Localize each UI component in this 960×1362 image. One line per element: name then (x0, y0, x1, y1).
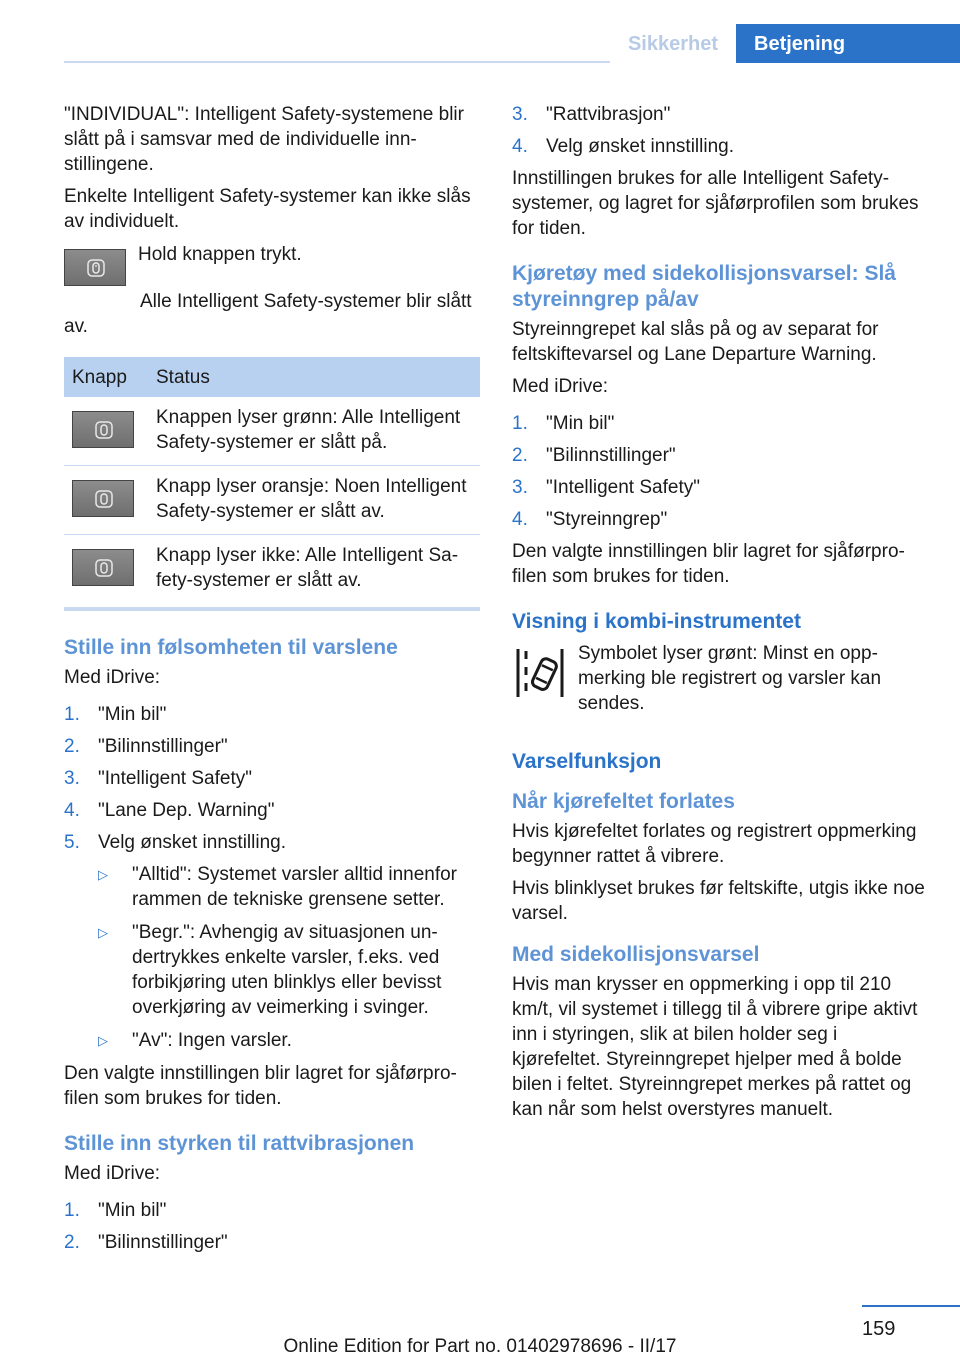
saved-note: Den valgte innstillingen blir lagret for sjåførprofilen som brukes for tiden. (64, 1063, 457, 1109)
list-item: 2. "Bilinnstillinger" (512, 445, 676, 466)
steps-list (64, 1198, 482, 1255)
steps-list (512, 102, 928, 159)
triangle-bullet-icon: ▷ (98, 1033, 108, 1048)
tab-betjening[interactable]: Betjening (736, 24, 960, 63)
list-item: ▷ "Begr.": Avhengig av situasjonen undertrykkes enkelte varsler, f.eks. ved forbikjøring uten blinklys eller bevisst overkjøring av veimerking i svinger. (98, 922, 442, 1018)
list-item: 3. "Rattvibrasjon" (512, 104, 671, 125)
saved-note: Den valgte innstillingen blir lagret for sjåførprofilen som brukes for tiden. (512, 541, 905, 587)
intro-paragraph-2: Enkelte Intelligent Safety-systemer kan ikke slås av individuelt. (64, 186, 471, 232)
section-heading-display: Visning i kombi-instrumentet (512, 610, 801, 633)
hold-result: Alle Intelligent Safety-systemer blir slått av. (64, 291, 472, 337)
edition-footer: Online Edition for Part no. 01402978696 - II/17 (283, 1336, 677, 1357)
list-item: 2. "Bilinnstillinger" (64, 736, 228, 757)
table-header-knapp: Knapp (64, 357, 148, 397)
list-item: 4. "Lane Dep. Warning" (64, 800, 275, 821)
section-heading-side-collision: Med sidekollisjonsvarsel (512, 943, 760, 966)
idrive-intro: Med iDrive: (64, 1163, 161, 1184)
paragraph: Hvis man krysser en oppmerking i opp til 210 km/t, vil systemet i tillegg til å vibrere gripe aktivt inn i styringen, slik at bilen holder seg i kjørefeltet. Styreinngrepet hjelper med å bolde bilen i feltet. Styreinngrepet merkes på rattet og kan når som helst overstyres manuelt. (512, 974, 918, 1120)
page-number: 159 (862, 1318, 896, 1340)
table-row (64, 535, 480, 610)
page-number-rule (862, 1305, 960, 1307)
symbol-block (512, 641, 928, 723)
right-column (512, 102, 928, 1129)
list-item: 3. "Intelligent Safety" (512, 477, 700, 498)
list-item: 5. Velg ønsket innstilling. (64, 832, 286, 853)
section-heading-steering-intervention: Kjøretøy med sidekollisjonsvarsel: Slå styreinngrep på/av (512, 262, 896, 311)
intro-paragraph-1: "INDIVIDUAL": Intelligent Safety-systemene blir slått på i samsvar med de individuelle innstillingene. (64, 104, 464, 175)
list-item: 4. Velg ønsket innstilling. (512, 136, 734, 157)
list-item: 2. "Bilinnstillinger" (64, 1232, 228, 1253)
hold-button-block (64, 246, 482, 293)
list-item: 1. "Min bil" (512, 413, 615, 434)
list-item: 3. "Intelligent Safety" (64, 768, 252, 789)
settings-note: Innstillingen brukes for alle Intelligent Safety-systemer, og lagret for sjåførprofilen som brukes for tiden. (512, 168, 919, 239)
table-header-status: Status (148, 357, 480, 397)
left-column (64, 102, 482, 1262)
list-item: 4. "Styreinngrep" (512, 509, 668, 530)
section-heading-warning-function: Varselfunksjon (512, 750, 662, 773)
table-cell-status: Knappen lyser grønn: Alle Intelligent Safety-systemer er slått på. (148, 397, 480, 466)
options-list (98, 862, 482, 1053)
section-heading-leaving-lane: Når kjørefeltet forlates (512, 790, 735, 813)
idrive-intro: Med iDrive: (64, 667, 161, 688)
intelligent-safety-button-icon (64, 249, 126, 286)
triangle-bullet-icon: ▷ (98, 867, 108, 882)
idrive-intro: Med iDrive: (512, 376, 609, 397)
list-item: ▷ "Av": Ingen varsler. (98, 1030, 292, 1051)
steps-list (64, 702, 482, 855)
list-item: ▷ "Alltid": Systemet varsler alltid innenfor rammen de tekniske grensene setter. (98, 864, 458, 910)
table-row (64, 397, 480, 466)
table-row (64, 466, 480, 535)
paragraph: Hvis blinklyset brukes før feltskifte, utgis ikke noe varsel. (512, 878, 925, 924)
hold-instruction: Hold knappen trykt. (138, 244, 302, 265)
lane-departure-warning-icon (512, 645, 568, 701)
table-cell-status: Knapp lyser ikke: Alle Intelligent Safety-systemer er slått av. (148, 535, 480, 610)
symbol-description: Symbolet lyser grønt: Minst en oppmerking ble registrert og varsler kan sendes. (578, 643, 882, 714)
triangle-bullet-icon: ▷ (98, 925, 108, 940)
chapter-tabs (610, 24, 960, 63)
paragraph: Hvis kjørefeltet forlates og registrert oppmerking begynner rattet å vibrere. (512, 821, 917, 867)
intelligent-safety-button-green-icon (72, 411, 134, 448)
list-item: 1. "Min bil" (64, 1200, 167, 1221)
intelligent-safety-button-orange-icon (72, 480, 134, 517)
table-cell-status: Knapp lyser oransje: Noen Intelligent Safety-systemer er slått av. (148, 466, 480, 535)
section-heading-vibration: Stille inn styrken til rattvibrasjonen (64, 1132, 415, 1155)
list-item: 1. "Min bil" (64, 704, 167, 725)
section-heading-sensitivity: Stille inn følsomheten til varslene (64, 636, 398, 659)
paragraph: Styreinngrepet kal slås på og av separat for feltskiftevarsel og Lane Departure Warning. (512, 319, 879, 365)
tab-sikkerhet[interactable]: Sikkerhet (610, 24, 736, 63)
steps-list (512, 411, 928, 532)
intelligent-safety-button-off-icon (72, 549, 134, 586)
button-status-table (64, 357, 480, 611)
